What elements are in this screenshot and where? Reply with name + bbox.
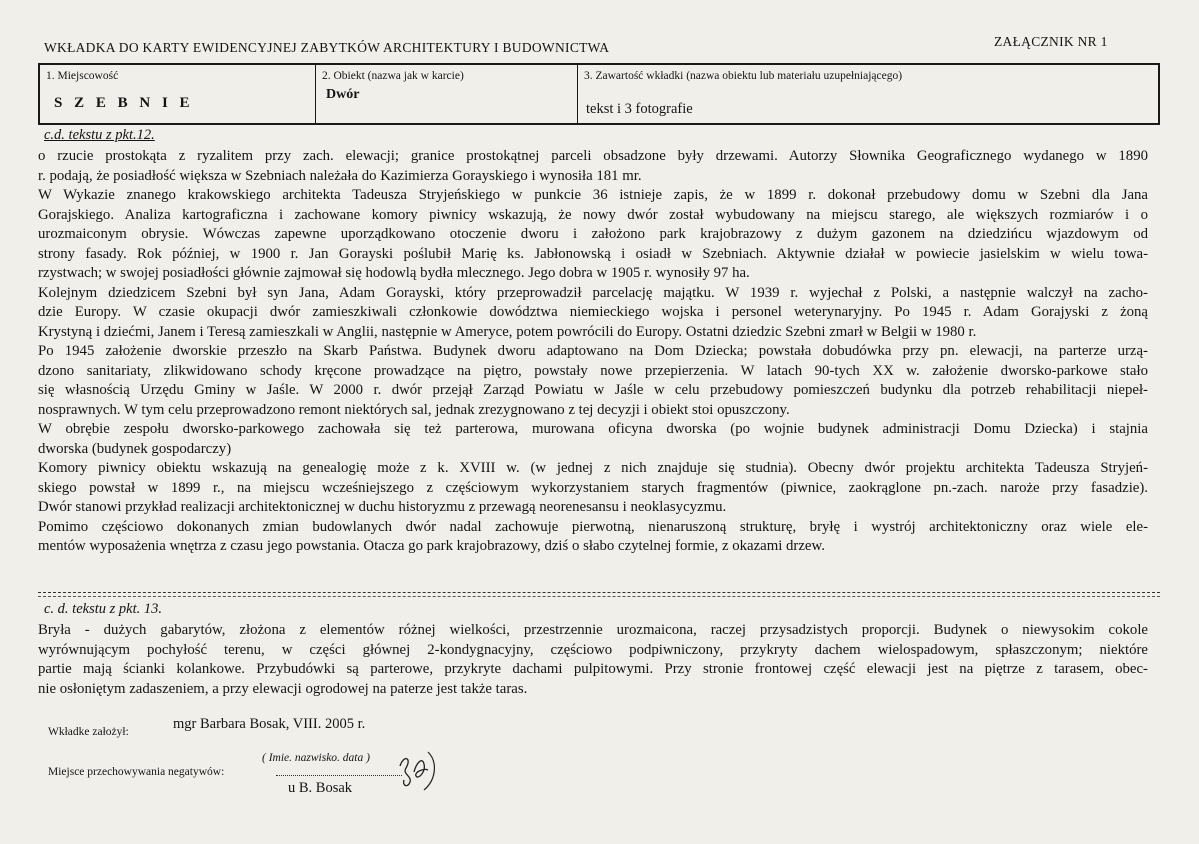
contents-cell [578, 65, 1160, 123]
created-by-value: mgr Barbara Bosak, VIII. 2005 r. [173, 716, 366, 732]
text-line: Gorajskiego. Analiza kartograficzna i zachowane komory piwnicy wskazują, że nowy dwór został wybudowany na miejscu starego, ale większych rozmiarów i o [38, 206, 1148, 223]
locality-value: S Z E B N I E [54, 95, 194, 111]
section1-body [38, 147, 1148, 557]
section2-body [38, 621, 1148, 699]
contents-value: tekst i 3 fotografie [586, 101, 693, 117]
section-divider [38, 592, 1160, 593]
text-line: nosprawnych. W tym celu przeprowadzono remont niektórych sal, jednak zrezygnowano z tej decyzji i obiekt stoi opuszczony. [38, 401, 790, 418]
text-line: Po 1945 założenie dworskie przeszło na Skarb Państwa. Budynek dworu adaptowano na Dom Dziecka; powstała dobudówka przy pn. elewacji, na parterze urzą- [38, 343, 1148, 359]
header-fields-table [38, 63, 1160, 125]
document-title: WKŁADKA DO KARTY EWIDENCYJNEJ ZABYTKÓW ARCHITEKTURY I BUDOWNICTWA [44, 40, 610, 55]
text-line: Kolejnym dziedzicem Szebni był syn Jana, Adam Gorayski, który przeprowadził parcelację majątku. W 1939 r. wyjechał z Polski, a następnie walczył na zacho- [38, 284, 1148, 301]
text-line: r. podają, że posiadłość większa w Szebniach należała do Kazimierza Gorayskiego i wynosiła 181 mr. [38, 167, 642, 184]
text-line: dworska (budynek gospodarczy) [38, 440, 232, 457]
text-line: skiego powstał w 1899 r., na miejscu wcześniejszego z częściowym wykorzystaniem starych fragmentów (piwnice, zaokrąglone pn.-zach. naroże przy fasadzie). [38, 479, 1148, 496]
object-value: Dwór [326, 87, 360, 102]
object-cell [316, 65, 578, 123]
text-line: wyrównującym pochyłość terenu, w części głównej 2-kondygnacyjny, częściowo podpiwniczony, przykryty dachem wielospadowym, spłaszczonym; niektóre [38, 641, 1148, 658]
text-line: W Wykazie znanego krakowskiego architekta Tadeusza Stryjeńskiego w punkcie 36 istnieje zapis, że w 1899 r. dokonał przebudowy domu w Szebni dla Jana [38, 187, 1148, 203]
negatives-location-label: Miejsce przechowywania negatywów: [48, 766, 225, 778]
text-line: urozmaiconym obrysie. Wówczas zapewne uporządkowano otoczenie dworu i założono park krajobrazowy z dużym gazonem na dziedzińcu wjazdowym od [38, 226, 1148, 242]
text-line: Pomimo częściowo dokonanych zmian budowlanych dwór nadal zachowuje pierwotną, nienaruszoną strukturę, bryłę i wystrój architektoniczny oraz wiele ele- [38, 518, 1148, 535]
section2-heading: c. d. tekstu z pkt. 13. [44, 601, 162, 617]
signature-line [276, 775, 402, 776]
handwritten-signature [394, 746, 442, 794]
section1-heading: c.d. tekstu z pkt.12. [44, 127, 155, 143]
text-line: dzie Europy. W czasie okupacji dwór zamieszkiwali członkowie dowództwa niemieckiego wojska i personel weterynaryjny. Po 1945 r. Adam Gorajyski z żoną [38, 304, 1148, 320]
text-line: mentów wyposażenia wnętrza z czasu jego powstania. Otacza go park krajobrazowy, dziś o słabo czytelnej formie, z okazami drzew. [38, 538, 825, 554]
annex-label: ZAŁĄCZNIK NR 1 [994, 34, 1108, 49]
section-divider-second [38, 596, 1160, 597]
text-line: Bryła - dużych gabarytów, złożona z elementów różnej wielkości, przestrzennie urozmaicona, raczej przysadzistych proporcji. Budynek o niewysokim cokole [38, 622, 1148, 638]
text-line: dzono sanitariaty, zlikwidowano schody kręcone prowadzące na piętro, powstały nowe przepierzenia. W latach 90-tych XX w. założenie dworsko-parkowe stało [38, 362, 1148, 379]
text-line: strony fasady. Rok później, w 1900 r. Jan Gorayski poślubił Marię ks. Jabłonowską i osiadł w Szebniach. Aktywnie działał w powiecie jasielskim w wielu towa- [38, 245, 1148, 262]
text-line: W obrębie zespołu dworsko-parkowego zachowała się też parterowa, murowana oficyna dworska (po wojnie budynek administracji Domu Dziecka) i stajnia [38, 421, 1148, 437]
negatives-location-value: u B. Bosak [288, 780, 353, 796]
locality-cell [40, 65, 316, 123]
signature-hint: ( Imie. nazwisko. data ) [262, 752, 370, 764]
text-line: o rzucie prostokąta z ryzalitem przy zach. elewacji; granice prostokątnej parceli obsadzone były drzewami. Autorzy Słownika Geograficznego wydanego w 1890 [38, 148, 1148, 164]
created-by-label: Wkładke założył: [48, 726, 129, 738]
text-line: rzystwach; w swojej posiadłości głównie zajmował się hodowlą bydła mlecznego. Jego dobra w 1905 r. wynosiły 97 ha. [38, 265, 750, 281]
locality-label: 1. Miejscowość [46, 70, 119, 82]
object-label: 2. Obiekt (nazwa jak w karcie) [322, 70, 464, 82]
text-line: Krystyną i dziećmi, Janem i Teresą zamieszkali w Anglii, następnie w Ameryce, potem powrócili do Europy. Ostatni dziedzic Szebni zmarł w Belgii w 1980 r. [38, 323, 977, 340]
text-line: Dwór stanowi przykład realizacji architektonicznej w duchu historyzmu z przewagą neorenesansu i neoklasycyzmu. [38, 499, 727, 515]
text-line: się własnością Urzędu Gminy w Jaśle. W 2000 r. dwór przejął Zarząd Powiatu w Jaśle w celu przebudowy pomieszczeń budynku dla potrzeb rehabilitacji niepeł- [38, 382, 1148, 398]
contents-label: 3. Zawartość wkładki (nazwa obiektu lub materiału uzupełniającego) [584, 70, 903, 82]
text-line: partie mają ścianki kolankowe. Przybudówki są parterowe, przykryte dachami pulpitowymi. Przy stronie frontowej część elewacji jest na piętrze z tarasem, obec- [38, 661, 1148, 677]
text-line: Komory piwnicy obiektu wskazują na genealogię może z k. XVIII w. (w jednej z nich znajduje się studnia). Obecny dwór projektu architekta Tadeusza Stryjeń- [38, 460, 1148, 476]
text-line: nie osłoniętym zadaszeniem, a przy elewacji ogrodowej na paterze jest także taras. [38, 680, 528, 697]
